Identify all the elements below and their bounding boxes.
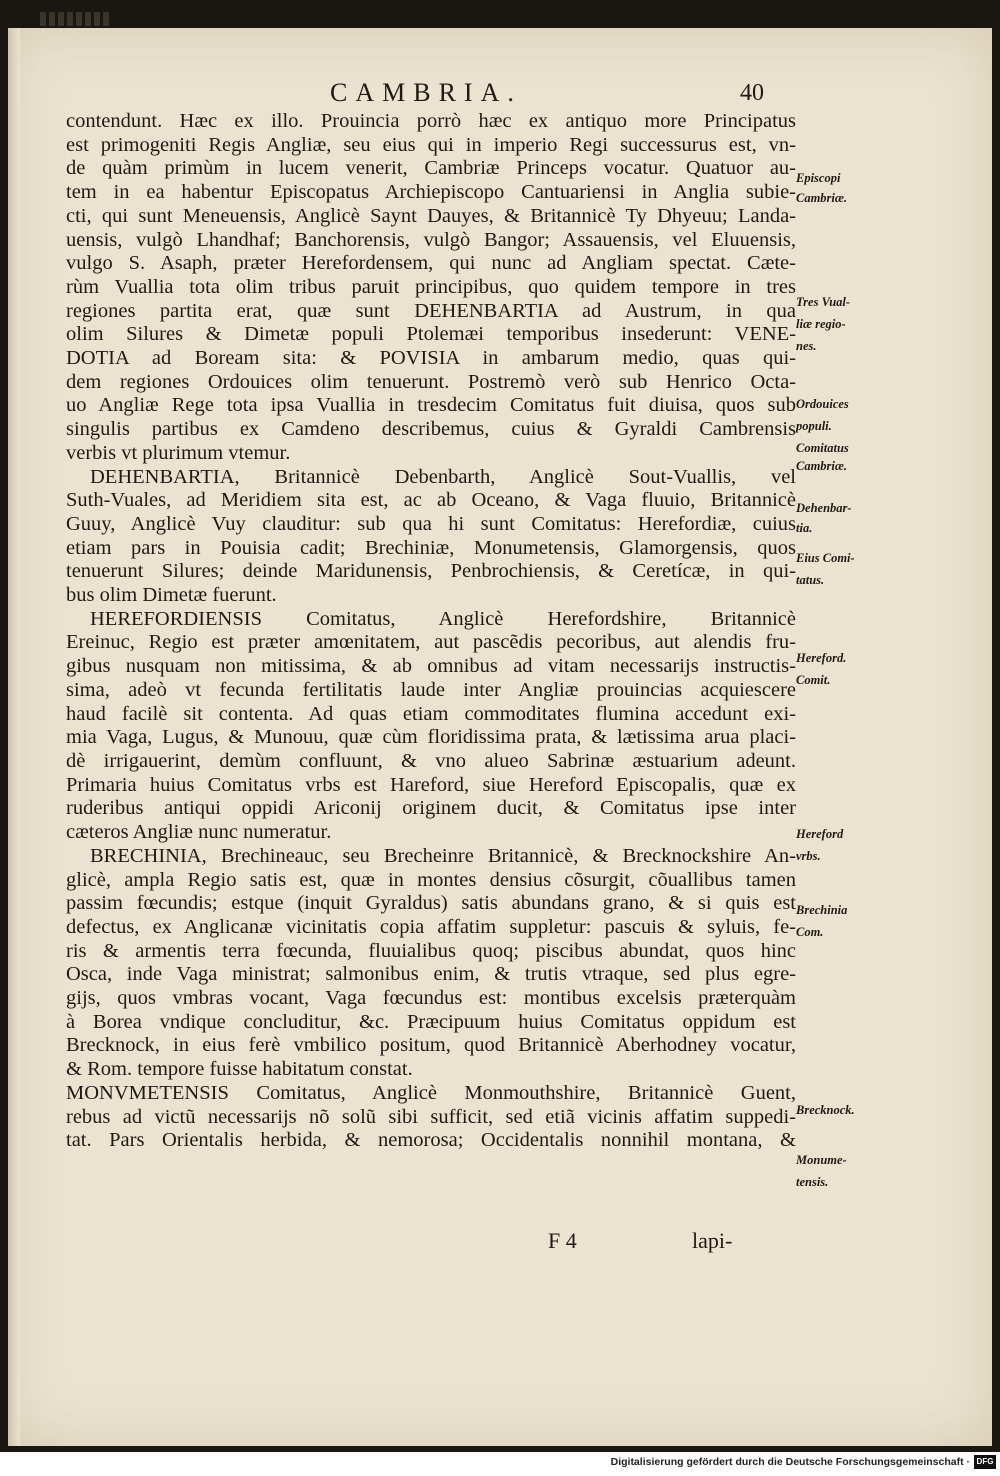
text-line: defectus, ex Anglicanæ vicinitatis copia affatim suppletur: pascuis & syluis, fe- <box>66 915 796 938</box>
margin-note: populi. <box>796 419 832 433</box>
dfg-logo-icon: DFG <box>974 1455 996 1469</box>
margin-note: Cambriæ. <box>796 191 848 205</box>
margin-note: Episcopi <box>796 171 841 185</box>
text-line: vulgo S. Asaph, præter Herefordensem, qui nunc ad Angliam spectat. Cæte- <box>66 252 796 275</box>
catchword: lapi- <box>692 1228 733 1253</box>
margin-note: Ordouices <box>796 397 849 411</box>
text-line: BRECHINIA, Brechineauc, seu Brecheinre Britannicè, & Brecknockshire An- <box>90 844 796 867</box>
text-line: tem in ea habentur Episcopatus Archiepiscopo Cantuariensi in Anglia subie- <box>66 181 796 204</box>
margin-note: vrbs. <box>796 849 821 863</box>
text-line: rùm Vuallia tota olim tribus paruit principibus, quo quidem tempore in tres <box>66 275 796 298</box>
text-line: uo Angliæ Rege tota ipsa Vuallia in tresdecim Comitatus fuit diuisa, quos sub <box>66 394 796 417</box>
text-line: Osca, inde Vaga ministrat; salmonibus enim, & trutis vtraque, sed plus egre- <box>66 963 796 986</box>
text-line: ruderibus antiqui oppidi Ariconij originem ducit, & Comitatus ipse inter <box>66 797 796 820</box>
main-text-block <box>66 110 796 1153</box>
text-line: à Borea vndique concluditur, &c. Præcipuum huius Comitatus oppidum est <box>66 1010 796 1033</box>
text-line: tenuerunt Silures; deinde Maridunensis, Penbrochiensis, & Ceretícæ, in qui- <box>66 560 796 583</box>
text-line: tat. Pars Orientalis herbida, & nemorosa; Occidentalis nonnihil montana, & <box>66 1129 796 1152</box>
margin-note: Monume- <box>796 1153 847 1167</box>
text-line: sima, adeò vt fecunda fertilitatis laude inter Angliæ prouincias acquiescere <box>66 678 796 701</box>
text-line: cæteros Angliæ nunc numeratur. <box>66 821 332 844</box>
text-line: gijs, quos vmbras vocant, Vaga fœcundus est: montibus excelsis præterquàm <box>66 987 796 1010</box>
margin-note: Dehenbar- <box>796 501 852 515</box>
text-line: dè irrigauerint, demùm confluunt, & vno alueo Sabrinæ æstuarium adeunt. <box>66 749 796 772</box>
text-line: gibus nusquam non mitissima, & ab omnibus ad vitam necessarijs instructis- <box>66 655 796 678</box>
text-line: DEHENBARTIA, Britannicè Debenbarth, Anglicè Sout-Vuallis, vel <box>90 465 796 488</box>
page-foot <box>0 1228 1000 1258</box>
text-line: cti, qui sunt Meneuensis, Anglicè Saynt Dauyes, & Britannicè Ty Dhyeuu; Landa- <box>66 204 796 227</box>
margin-note: Brecknock. <box>796 1103 855 1117</box>
text-line: rebus ad victũ necessarijs nõ solũ sibi sufficit, sed etiã vicinis affatim suppedi- <box>66 1105 796 1128</box>
digitization-footer <box>0 1452 1000 1476</box>
page-header <box>0 78 1000 112</box>
text-line: contendunt. Hæc ex illo. Prouincia porrò hæc ex antiquo more Principatus <box>66 110 796 132</box>
text-line: glicè, ampla Regio satis est, quæ in montes densius cõsurgit, cõuallibus tamen <box>66 868 796 891</box>
margin-note: liæ regio- <box>796 317 846 331</box>
text-line: Brecknock, in eius ferè vmbilico positum, quod Britannicè Aberhodney vocatur, <box>66 1034 796 1057</box>
page-number: 40 <box>740 80 764 106</box>
text-line: dem regiones Ordouices olim tenuerunt. Postremò verò sub Henrico Octa- <box>66 370 796 393</box>
margin-note: Comit. <box>796 673 831 687</box>
text-line: Primaria huius Comitatus vrbs est Hareford, siue Hereford Episcopalis, quæ ex <box>66 773 796 796</box>
text-line: olim Silures & Dimetæ populi Ptolemæi temporibus insederunt: VENE- <box>66 323 796 346</box>
margin-note: Cambriæ. <box>796 459 848 473</box>
margin-note: tensis. <box>796 1175 829 1189</box>
text-line: uensis, vulgò Lhandhaf; Banchorensis, vulgò Bangor; Assauensis, vel Eluuensis, <box>66 228 796 251</box>
margin-note: Hereford <box>796 827 844 841</box>
text-line: HEREFORDIENSIS Comitatus, Anglicè Herefordshire, Britannicè <box>90 607 796 630</box>
text-line: bus olim Dimetæ fuerunt. <box>66 584 277 607</box>
text-line: de quàm primùm in lucem venerit, Cambriæ Princeps vocatur. Quatuor au- <box>66 157 796 180</box>
margin-note: Tres Vual- <box>796 295 851 309</box>
text-line: regiones partita erat, quæ sunt DEHENBARTIA ad Austrum, in qua <box>66 299 796 322</box>
text-line: DOTIA ad Boream sita: & POVISIA in ambarum medio, quas qui- <box>66 347 796 370</box>
margin-note: Hereford. <box>796 651 847 665</box>
text-line: passim fœcundis; estque (inquit Gyraldus) satis abundans grano, & si quis est <box>66 892 796 915</box>
text-line: Ereinuc, Regio est præter amœnitatem, aut pascẽdis pecoribus, aut alendis fru- <box>66 631 796 654</box>
text-line: mia Vaga, Lugus, & Munouu, quæ cùm floridissima prata, & lætissima arua placi- <box>66 726 796 749</box>
signature-mark: F 4 <box>548 1228 577 1253</box>
text-line: ris & armentis terra fœcunda, fluuialibus quoq; piscibus abundat, quos hinc <box>66 939 796 962</box>
text-line: Guuy, Anglicè Vuy clauditur: sub qua hi sunt Comitatus: Herefordiæ, cuius <box>66 512 796 535</box>
margin-note: Com. <box>796 925 824 939</box>
text-line: & Rom. tempore fuisse habitatum constat. <box>66 1058 413 1081</box>
margin-note: Eius Comi- <box>796 551 855 565</box>
scan-edge-mark <box>40 12 110 26</box>
text-line: haud facilè sit contenta. Ad quas etiam commoditates flumina accedunt exi- <box>66 702 796 725</box>
margin-note: tatus. <box>796 573 825 587</box>
text-line: singulis partibus ex Camdeno describemus, cuius & Gyraldi Cambrensis <box>66 418 796 441</box>
text-line: etiam pars in Pouisia cadit; Brechiniæ, Monumetensis, Glamorgensis, quos <box>66 536 796 559</box>
margin-note: nes. <box>796 339 817 353</box>
text-line: MONVMETENSIS Comitatus, Anglicè Monmouthshire, Britannicè Guent, <box>66 1081 796 1104</box>
margin-note: tia. <box>796 521 813 535</box>
funding-credit: Digitalisierung gefördert durch die Deutsche Forschungsgemeinschaft · <box>610 1456 970 1468</box>
margin-note: Comitatus <box>796 441 849 455</box>
text-line: est primogeniti Regis Angliæ, seu eius qui in imperio Regi successurus est, vn- <box>66 133 796 156</box>
text-line: verbis vt plurimum vtemur. <box>66 441 291 464</box>
running-head: CAMBRIA. <box>330 78 522 107</box>
text-line: Suth-Vuales, ad Meridiem sita est, ac ab Oceano, & Vaga fluuio, Britannicè <box>66 489 796 512</box>
margin-note: Brechinia <box>796 903 848 917</box>
